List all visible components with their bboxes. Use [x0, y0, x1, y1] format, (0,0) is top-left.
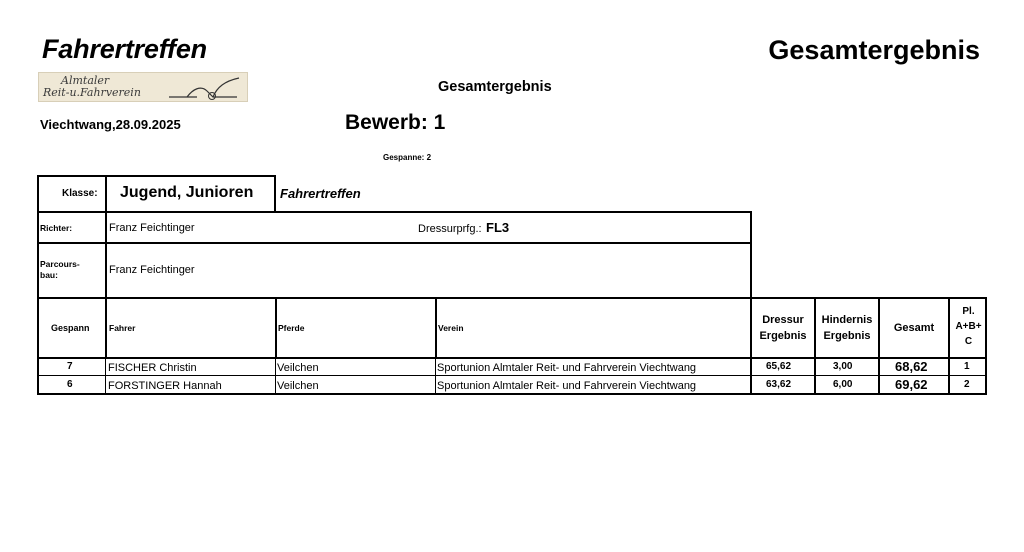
page-title-left: Fahrertreffen [42, 34, 207, 64]
gespanne-value: 2 [426, 153, 432, 162]
event-name: Fahrertreffen [280, 186, 361, 201]
cell-gespann: 6 [67, 379, 73, 390]
body-col-divider-1 [105, 357, 106, 395]
richter-divider [105, 211, 107, 244]
bewerb-label: Bewerb: 1 [345, 111, 446, 134]
richter-value: Franz Feichtinger [109, 222, 195, 234]
col-header-pferde: Pferde [278, 323, 305, 333]
col-header-dressur [752, 312, 814, 344]
subtitle: Gesamtergebnis [438, 79, 552, 95]
col-divider-2 [275, 297, 277, 359]
parcours-label [40, 259, 80, 281]
club-logo [38, 72, 248, 102]
col-header-dressur-line2: Ergebnis [759, 330, 807, 342]
col-header-platz-line1: Pl. [962, 306, 975, 317]
dressur-pruefung [418, 219, 509, 237]
cell-platz: 1 [964, 361, 970, 372]
col-header-hindernis-line2: Ergebnis [823, 330, 871, 342]
col-header-hindernis [816, 312, 878, 344]
col-divider-3 [435, 297, 437, 359]
body-col-divider-2 [275, 357, 276, 395]
col-header-gespann: Gespann [51, 323, 90, 333]
col-header-platz-line2: A+B+ [955, 321, 982, 332]
col-divider-1 [105, 297, 107, 359]
cell-dressur: 63,62 [766, 379, 792, 390]
cell-fahrer: FORSTINGER Hannah [108, 380, 222, 392]
cell-platz: 2 [964, 379, 970, 390]
date-place: Viechtwang,28.09.2025 [40, 117, 181, 132]
page-title-right: Gesamtergebnis [768, 35, 980, 65]
parcours-divider [105, 242, 107, 299]
body-col-divider-3 [435, 357, 436, 395]
parcours-label-line2: bau: [40, 270, 58, 280]
cell-gesamt: 69,62 [895, 377, 928, 392]
klasse-value: Jugend, Junioren [120, 184, 254, 201]
body-col-divider-7 [948, 357, 950, 395]
gespanne-label: Gespanne: [383, 153, 425, 162]
logo-text [43, 75, 141, 99]
col-header-gesamt: Gesamt [893, 322, 935, 334]
cell-dressur: 65,62 [766, 361, 792, 372]
dressur-label: Dressurprfg.: [418, 223, 482, 235]
col-header-platz [950, 304, 987, 349]
cell-hindernis: 6,00 [833, 379, 853, 390]
row-separator [37, 375, 987, 376]
body-col-divider-5 [814, 357, 816, 395]
cell-fahrer: FISCHER Christin [108, 362, 197, 374]
cell-pferde: Veilchen [277, 362, 319, 374]
horse-carriage-sketch-icon [167, 75, 243, 101]
richter-label: Richter: [40, 223, 73, 233]
cell-pferde: Veilchen [277, 380, 319, 392]
body-col-divider-4 [750, 357, 752, 395]
cell-hindernis: 3,00 [833, 361, 853, 372]
klasse-label: Klasse: [62, 188, 98, 199]
cell-gespann: 7 [67, 361, 73, 372]
parcours-value: Franz Feichtinger [109, 264, 195, 276]
cell-verein: Sportunion Almtaler Reit- und Fahrverein Viechtwang [437, 362, 697, 374]
logo-text-line2: Reit-u.Fahrverein [43, 86, 141, 99]
gespanne-count [383, 153, 431, 162]
col-header-platz-line3: C [964, 336, 973, 347]
col-header-fahrer: Fahrer [109, 323, 136, 333]
cell-verein: Sportunion Almtaler Reit- und Fahrverein Viechtwang [437, 380, 697, 392]
logo-text-line1: Almtaler [61, 74, 110, 87]
cell-gesamt: 68,62 [895, 359, 928, 374]
col-header-verein: Verein [438, 323, 464, 333]
dressur-value: FL3 [486, 220, 510, 235]
body-col-divider-6 [878, 357, 880, 395]
col-header-hindernis-line1: Hindernis [821, 314, 873, 326]
col-header-dressur-line1: Dressur [762, 314, 804, 326]
parcours-label-line1: Parcours- [40, 259, 80, 269]
